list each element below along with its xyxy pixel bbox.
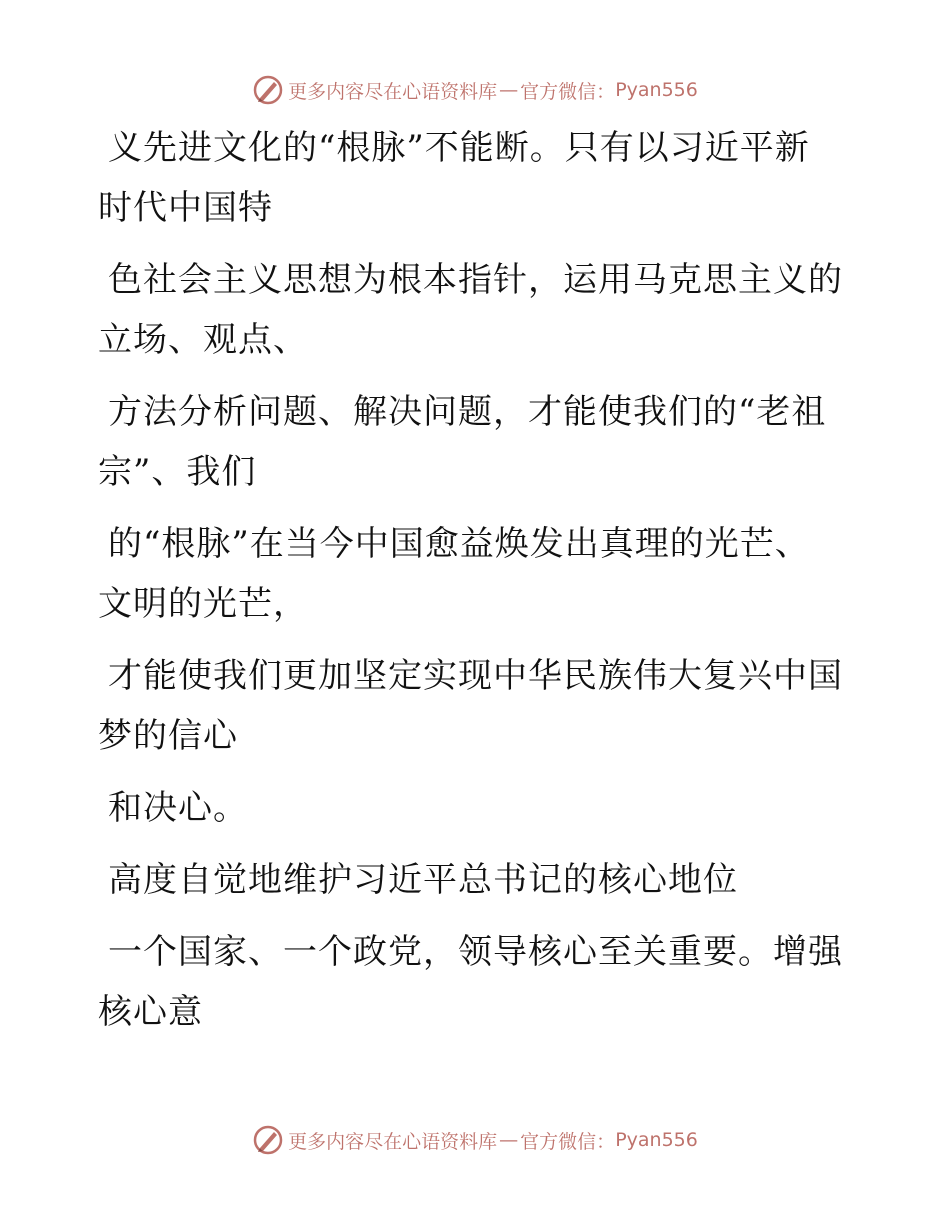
watermark-wechat-id: Pyan556 xyxy=(615,1129,698,1151)
watermark-separator: — xyxy=(499,1129,519,1151)
paragraph xyxy=(98,514,858,634)
text-line: 高度自觉地维护习近平总书记的核心地位 xyxy=(108,860,738,900)
text-line: 宗”、我们 xyxy=(98,452,257,492)
text-line: 核心意 xyxy=(98,992,203,1032)
paragraph xyxy=(98,118,858,238)
pen-logo-icon xyxy=(252,1124,284,1156)
text-line: 时代中国特 xyxy=(98,188,273,228)
text-line: 立场、观点、 xyxy=(98,320,308,360)
pen-logo-icon xyxy=(252,74,284,106)
text-line: 和决心。 xyxy=(108,788,248,828)
text-line: 文明的光芒， xyxy=(98,584,308,624)
watermark-title: 更多内容尽在心语资料库 xyxy=(288,1130,498,1153)
paragraph xyxy=(98,922,858,1042)
text-line: 色社会主义思想为根本指针，运用马克思主义的 xyxy=(108,260,843,300)
watermark-contact: 官方微信： xyxy=(520,1130,616,1153)
footer-watermark xyxy=(0,1120,950,1160)
watermark-contact: 官方微信： xyxy=(520,80,616,103)
watermark-wechat-id: Pyan556 xyxy=(615,79,698,101)
text-line: 才能使我们更加坚定实现中华民族伟大复兴中国 xyxy=(108,656,843,696)
text-line: 一个国家、一个政党，领导核心至关重要。增强 xyxy=(108,932,843,972)
text-line: 方法分析问题、解决问题，才能使我们的“老祖 xyxy=(108,392,827,432)
watermark-title: 更多内容尽在心语资料库 xyxy=(288,80,498,103)
paragraph xyxy=(98,250,858,370)
text-line: 的“根脉”在当今中国愈益焕发出真理的光芒、 xyxy=(108,524,810,564)
text-line: 梦的信心 xyxy=(98,716,238,756)
paragraph xyxy=(98,778,858,838)
paragraph xyxy=(98,382,858,502)
header-watermark xyxy=(0,70,950,110)
text-line: 义先进文化的“根脉”不能断。只有以习近平新 xyxy=(108,128,810,168)
paragraph xyxy=(98,646,858,766)
document-body xyxy=(98,118,858,1042)
watermark-separator: — xyxy=(499,79,519,101)
section-heading xyxy=(98,850,858,910)
